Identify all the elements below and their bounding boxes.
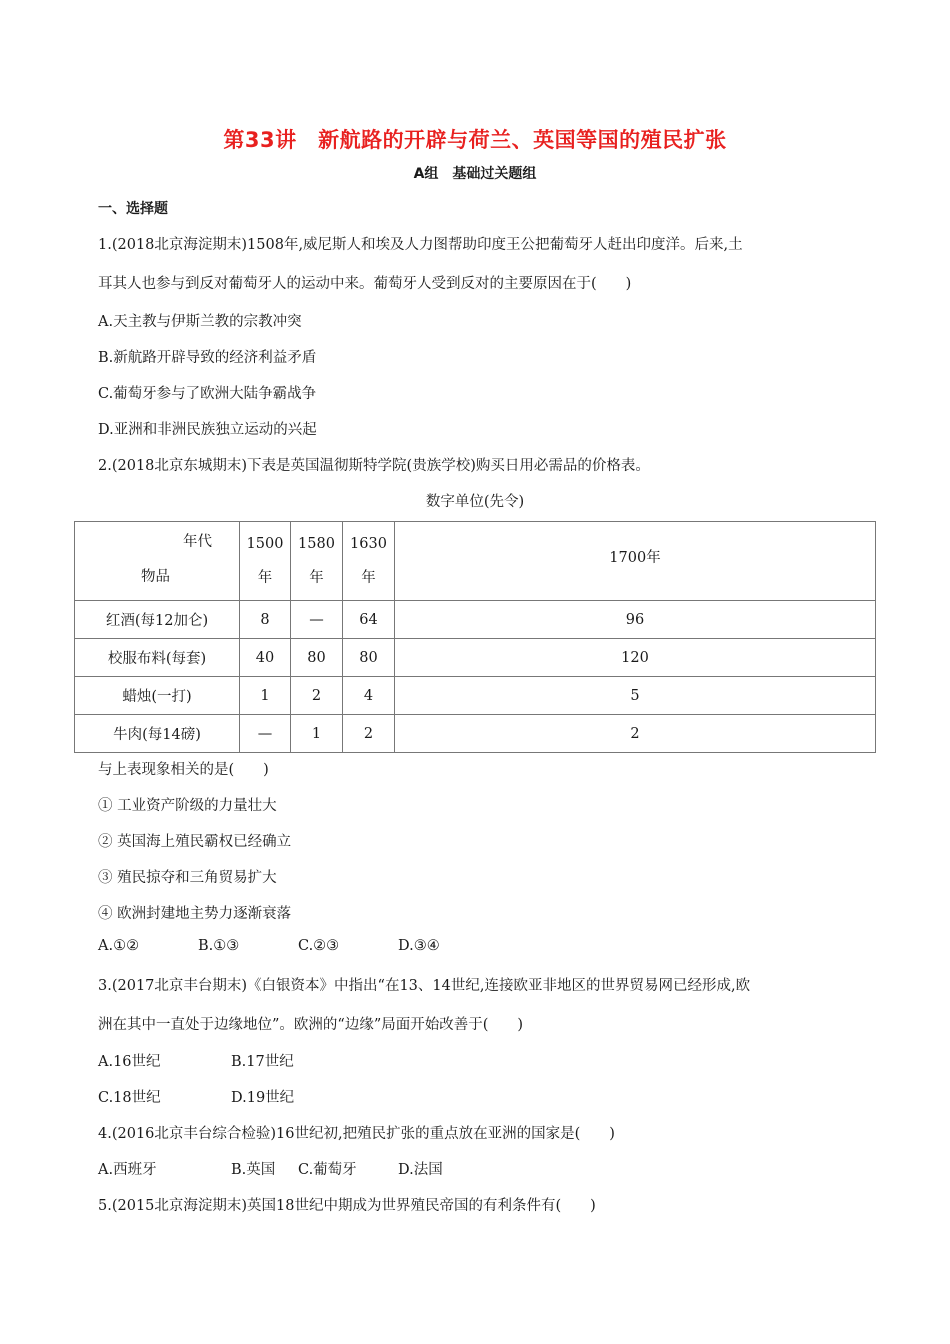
year-header: [240, 522, 291, 601]
price-table: [74, 521, 876, 753]
q5-stem: 5.(2015北京海淀期末)英国18世纪中期成为世界殖民帝国的有利条件有( ): [98, 1198, 596, 1214]
value-cell: 80: [343, 639, 395, 677]
value-cell: 5: [395, 677, 876, 715]
q2-stem: 2.(2018北京东城期末)下表是英国温彻斯特学院(贵族学校)购买日用必需品的价格表。: [98, 458, 650, 474]
q3-stem-line1: 3.(2017北京丰台期末)《白银资本》中指出“在13、14世纪,连接欧亚非地区的世界贸易网已经形成,欧: [98, 978, 751, 994]
year-suffix: 年: [309, 570, 324, 586]
table-row: [75, 715, 876, 753]
q2-prompt: 与上表现象相关的是( ): [98, 762, 269, 778]
corner-label-item: 物品: [141, 569, 170, 585]
page-title: 第33讲 新航路的开辟与荷兰、英国等国的殖民扩张: [223, 128, 727, 152]
value-cell: 40: [240, 639, 291, 677]
q2-option-b: B.①③: [198, 938, 240, 954]
value-cell: 4: [343, 677, 395, 715]
item-cell: 牛肉(每14磅): [75, 715, 240, 753]
year-header: [343, 522, 395, 601]
q3-options-row1: [98, 1050, 294, 1071]
q3-options-row2: [98, 1086, 294, 1107]
table-corner-cell: [75, 522, 240, 601]
table-row: [75, 639, 876, 677]
table-row: [75, 677, 876, 715]
q4-option-c: C.葡萄牙: [298, 1162, 357, 1178]
value-cell: 120: [395, 639, 876, 677]
value-cell: —: [291, 601, 343, 639]
table-caption: 数字单位(先令): [425, 494, 525, 510]
q2-statement-2: ② 英国海上殖民霸权已经确立: [98, 834, 292, 850]
value-cell: 80: [291, 639, 343, 677]
item-cell: 红酒(每12加仑): [75, 601, 240, 639]
year-suffix: 年: [257, 570, 273, 586]
value-cell: 1: [291, 715, 343, 753]
q3-option-b: B.17世纪: [231, 1054, 294, 1070]
year-number: 1580: [298, 536, 335, 552]
year-header-1700: 1700年: [395, 522, 876, 601]
year-header: [291, 522, 343, 601]
q2-option-a: A.①②: [98, 938, 140, 954]
q2-statement-3: ③ 殖民掠夺和三角贸易扩大: [98, 870, 277, 886]
group-subtitle: A组 基础过关题组: [413, 166, 537, 182]
q4-option-d: D.法国: [398, 1162, 443, 1178]
q3-option-d: D.19世纪: [231, 1090, 295, 1106]
item-cell: 校服布料(每套): [75, 639, 240, 677]
item-cell: 蜡烛(一打): [75, 677, 240, 715]
q1-option-a: A.天主教与伊斯兰教的宗教冲突: [98, 314, 302, 330]
value-cell: 2: [395, 715, 876, 753]
year-suffix: 年: [361, 570, 376, 586]
q4-stem: 4.(2016北京丰台综合检验)16世纪初,把殖民扩张的重点放在亚洲的国家是( ): [98, 1126, 615, 1142]
q1-stem-line2: 耳其人也参与到反对葡萄牙人的运动中来。葡萄牙人受到反对的主要原因在于( ): [98, 276, 632, 292]
value-cell: 2: [343, 715, 395, 753]
value-cell: 8: [240, 601, 291, 639]
q3-stem-line2: 洲在其中一直处于边缘地位”。欧洲的“边缘”局面开始改善于( ): [98, 1017, 524, 1033]
q4-options: [98, 1158, 443, 1179]
year-number: 1630: [350, 536, 387, 552]
q3-option-a: A.16世纪: [98, 1054, 161, 1070]
year-number: 1500: [246, 536, 284, 552]
q2-option-c: C.②③: [298, 938, 340, 954]
value-cell: 2: [291, 677, 343, 715]
q4-option-b: B.英国: [231, 1162, 276, 1178]
value-cell: 64: [343, 601, 395, 639]
value-cell: —: [240, 715, 291, 753]
q1-stem-line1: 1.(2018北京海淀期末)1508年,威尼斯人和埃及人力图帮助印度王公把葡萄牙人赶出印度洋。后来,土: [98, 237, 743, 253]
q2-option-d: D.③④: [398, 938, 440, 954]
q4-option-a: A.西班牙: [98, 1162, 157, 1178]
table-header-row: [75, 522, 876, 601]
q3-option-c: C.18世纪: [98, 1090, 161, 1106]
section-heading: 一、选择题: [98, 201, 168, 217]
value-cell: 96: [395, 601, 876, 639]
value-cell: 1: [240, 677, 291, 715]
q2-statement-1: ① 工业资产阶级的力量壮大: [98, 798, 277, 814]
table-row: [75, 601, 876, 639]
q1-option-c: C.葡萄牙参与了欧洲大陆争霸战争: [98, 386, 317, 402]
q1-option-b: B.新航路开辟导致的经济利益矛盾: [98, 350, 317, 366]
q2-options: [98, 938, 440, 954]
q2-statement-4: ④ 欧洲封建地主势力逐渐衰落: [98, 906, 292, 922]
corner-label-year: 年代: [183, 534, 212, 550]
q1-option-d: D.亚洲和非洲民族独立运动的兴起: [98, 422, 317, 438]
